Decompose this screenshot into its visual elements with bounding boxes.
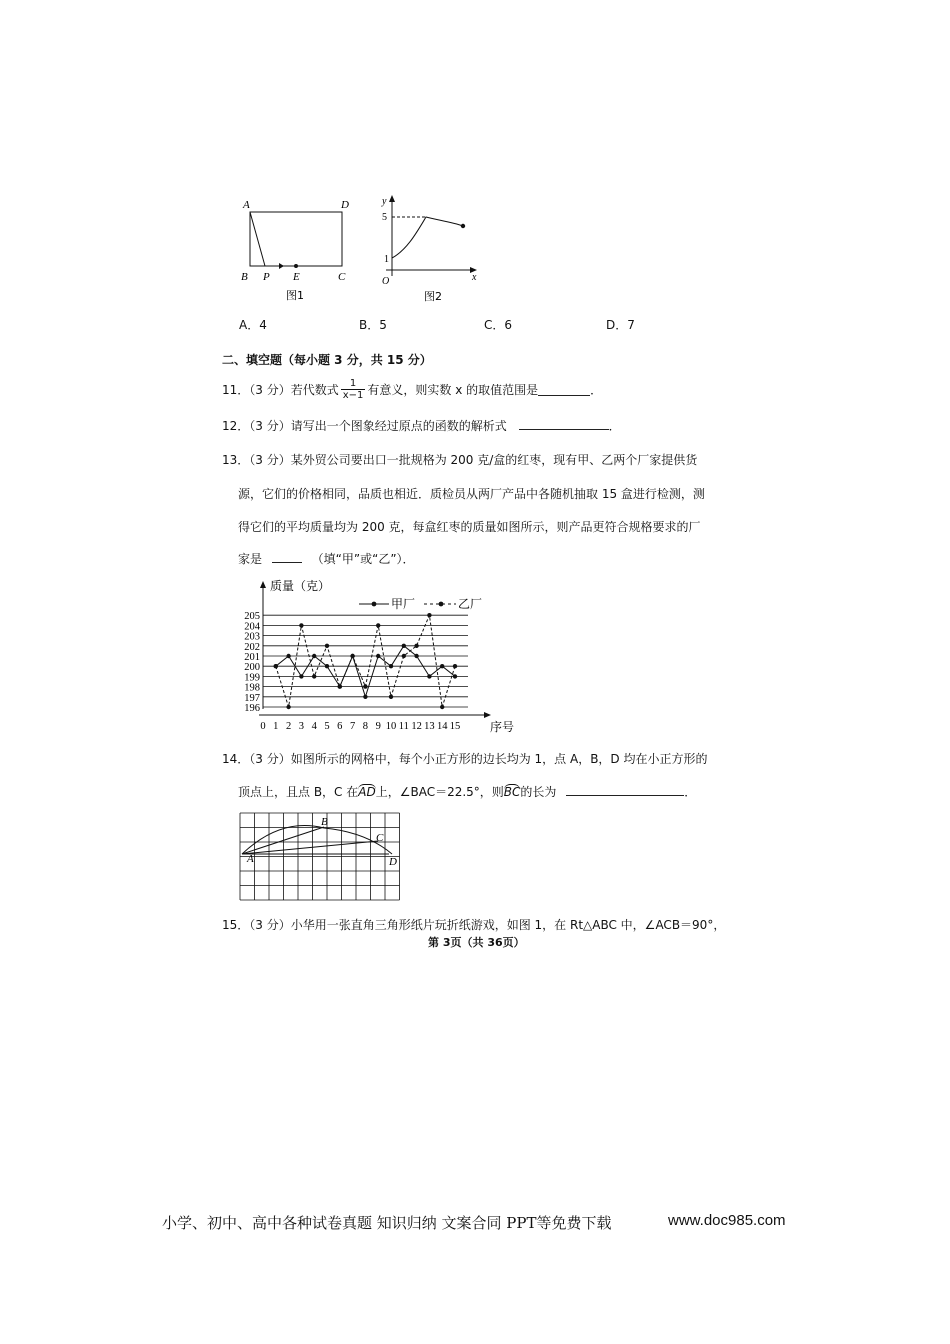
data-point-yi [350, 654, 354, 658]
chart-y-tick-label: 196 [244, 703, 260, 714]
chart-y-tick-label: 200 [244, 662, 260, 674]
label-c: C [338, 271, 346, 283]
data-point-jia [312, 654, 316, 658]
data-point-yi [338, 684, 342, 688]
choice-a: A．4 [239, 318, 267, 332]
data-point-jia [414, 654, 418, 658]
legend-label-jia: 甲厂 [391, 597, 416, 611]
chart-y-arrow [260, 581, 266, 588]
legend-marker-jia [372, 602, 377, 607]
data-point-yi [325, 644, 329, 648]
label-y: y [382, 196, 387, 207]
curve [392, 217, 463, 258]
segment-ap [250, 212, 265, 266]
data-point-jia [376, 654, 380, 658]
page-number: 第 3页（共 36页） [428, 936, 525, 949]
label-1: 1 [384, 254, 389, 265]
chart-x-tick-label: 13 [424, 721, 435, 732]
question-13-line-2: 源，它们的价格相同，品质也相近．质检员从两厂产品中各随机抽取 15 盒进行检测，测 [238, 487, 705, 501]
data-point-yi [286, 705, 290, 709]
label-p: P [263, 271, 270, 283]
rectangle-abcd [250, 212, 342, 266]
data-point-yi [440, 705, 444, 709]
data-point-jia [440, 664, 444, 668]
chart-x-tick-label: 15 [449, 721, 461, 732]
label-d: D [341, 199, 349, 211]
caption-fig1: 图1 [286, 289, 304, 302]
data-point-yi [389, 695, 393, 699]
chart-y-tick-label: 203 [244, 631, 260, 643]
chart-legend [359, 597, 482, 611]
label-x: x [472, 272, 477, 283]
answer-blank-11[interactable] [538, 383, 590, 396]
data-point-yi [414, 644, 418, 648]
footer-note: 小学、初中、高中各种试卷真题 知识归纳 文案合同 PPT等免费下载 [162, 1214, 612, 1232]
question-13-line-4: 家是 （填“甲”或“乙”）． [238, 552, 415, 566]
chart-y-tick-label: 197 [244, 692, 260, 704]
data-point-jia [427, 674, 431, 678]
grid-lines [240, 813, 400, 900]
choice-b: B．5 [359, 318, 387, 332]
data-point-yi [312, 674, 316, 678]
grid-label-d: D [389, 856, 397, 868]
chart-x-tick-label: 14 [436, 721, 448, 732]
data-point-jia [453, 674, 457, 678]
arc-ad: AD [358, 785, 376, 799]
answer-blank-13[interactable] [272, 550, 302, 563]
chart-x-tick-label: 11 [398, 721, 409, 732]
legend-marker-yi [439, 602, 444, 607]
label-o: O [382, 276, 390, 287]
grid-label-c: C [376, 832, 384, 844]
question-14-line-2: 顶点上，且点 B，C 在AD上，∠BAC＝22.5°，则BC的长为 ． [238, 785, 697, 799]
chart-x-tick-label: 4 [311, 721, 317, 732]
chart-ylabel: 质量（克） [270, 579, 331, 593]
series-line-jia [276, 646, 455, 697]
caption-fig2: 图2 [424, 290, 442, 303]
chart-y-tick-label: 199 [244, 672, 260, 684]
chart-y-tick-label: 204 [244, 621, 260, 633]
grid-label-a: A [247, 853, 254, 865]
chart-x-tick-label: 6 [337, 721, 343, 732]
data-point-jia [363, 695, 367, 699]
question-13-line-1: 13．（3 分）某外贸公司要出口一批规格为 200 克/盒的红枣，现有甲、乙两个厂家提供货 [222, 453, 698, 467]
chart-x-tick-label: 7 [349, 721, 356, 732]
arrow-head [279, 263, 284, 269]
label-b: B [241, 271, 248, 283]
chart-x-tick-label: 9 [375, 721, 381, 732]
fraction: $\frac{1}{x-1}$ [342, 378, 364, 401]
question-13-line-3: 得它们的平均质量均为 200 克，每盒红枣的质量如图所示，则产品更符合规格要求的厂 [238, 520, 701, 534]
data-point-yi [453, 664, 457, 668]
chart-series [274, 613, 458, 709]
data-point-yi [299, 623, 303, 627]
answer-blank-12[interactable] [519, 417, 609, 430]
chart-xlabel: 序号 [490, 720, 515, 734]
footer-site[interactable]: www.doc985.com [668, 1212, 786, 1229]
answer-blank-14[interactable] [566, 783, 684, 796]
data-point-jia [389, 664, 393, 668]
series-line-yi [276, 615, 455, 707]
label-5: 5 [382, 212, 387, 223]
choice-c: C．6 [484, 318, 513, 332]
chart-y-tick-label: 198 [244, 682, 260, 694]
question-11: 11．（3 分）若代数式 $\frac{1}{x-1}$ 有意义，则实数 x 的取值范围是 ． [222, 378, 603, 401]
grid-label-b: B [321, 816, 328, 828]
data-point-jia [299, 674, 303, 678]
question-15: 15．（3 分）小华用一张直角三角形纸片玩折纸游戏，如图 1，在 Rt△ABC 中，∠ACB＝90°， [222, 918, 726, 932]
label-e: E [293, 271, 300, 283]
chart-x-tick-label: 10 [385, 721, 397, 732]
chart-y-tick-label: 202 [244, 641, 260, 653]
legend-label-yi: 乙厂 [458, 597, 483, 611]
arc-bc: BC [503, 785, 521, 799]
chart-x-tick-label: 8 [362, 721, 369, 732]
section-title: 二、填空题（每小题 3 分，共 15 分） [222, 353, 432, 367]
figure-1 [235, 195, 355, 305]
data-point-jia [286, 654, 290, 658]
chart-x-tick-label: 12 [411, 721, 422, 732]
chart-x-tick-label: 3 [298, 721, 305, 732]
grid-figure [236, 810, 408, 904]
choice-d: D．7 [606, 318, 635, 332]
point-e [294, 264, 298, 268]
chart-x-tick-label: 1 [273, 721, 279, 732]
data-point-yi [363, 684, 367, 688]
question-14-line-1: 14．（3 分）如图所示的网格中，每个小正方形的边长均为 1，点 A，B，D 均在小正方形的 [222, 752, 708, 766]
question-12: 12．（3 分）请写出一个图象经过原点的函数的解析式 ． [222, 419, 621, 433]
quality-chart [236, 576, 526, 736]
label-a: A [243, 199, 250, 211]
chart-x-tick-label: 5 [324, 721, 330, 732]
chart-y-tick-label: 201 [244, 652, 260, 663]
data-point-jia [325, 664, 329, 668]
end-point [461, 224, 465, 228]
data-point-yi [402, 654, 406, 658]
figure-2 [372, 192, 487, 305]
data-point-yi [376, 623, 380, 627]
data-point-yi [274, 664, 278, 668]
chart-y-tick-label: 205 [244, 611, 260, 623]
data-point-yi [427, 613, 431, 617]
chart-x-arrow [484, 712, 491, 718]
data-point-jia [402, 644, 406, 648]
chart-x-tick-label: 2 [285, 721, 292, 732]
chart-x-tick-label: 0 [260, 721, 266, 732]
